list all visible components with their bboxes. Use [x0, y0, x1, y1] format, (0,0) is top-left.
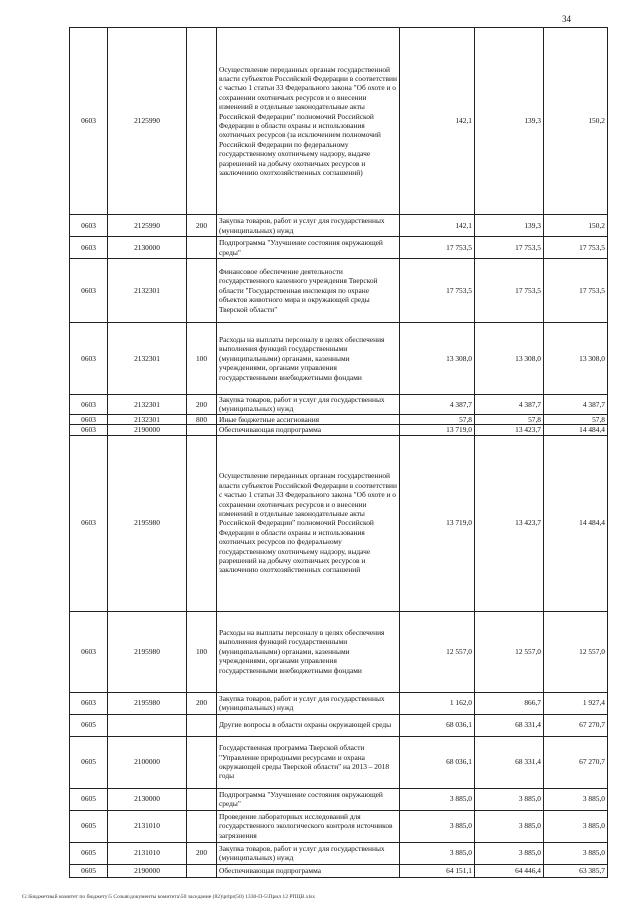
cell-expense-type: 800 [187, 414, 217, 424]
page-number: 34 [562, 14, 571, 24]
cell-name: Осуществление переданных органам государственной власти субъектов Российской Федерации в соответствии с частью 1 статьи 33 Федерального закона "Об охоте и о сохранении охотничьих ресурсов и о внесении изменений в отдельные законодательные акты Российской Федерации" полномочий Российской Федерации в области охраны и использования охотничьих ресурсов по федеральному государственному охотничьему надзору, выдаче разрешений на добычу охотничьих ресурсов и заключению охотхозяйственных соглашений [217, 435, 400, 611]
cell-article: 2100000 [108, 736, 187, 788]
cell-expense-type: 200 [187, 395, 217, 415]
cell-amount-2: 3 885,0 [475, 810, 544, 842]
cell-amount-3: 3 885,0 [544, 788, 608, 810]
cell-amount-3: 14 484,4 [544, 435, 608, 611]
cell-article: 2195980 [108, 692, 187, 714]
table-row [70, 425, 608, 435]
cell-expense-type [187, 714, 217, 736]
cell-name: Обеспечивающая подпрограмма [217, 425, 400, 435]
cell-section: 0605 [70, 842, 108, 864]
table-row [70, 692, 608, 714]
cell-article: 2125990 [108, 215, 187, 237]
cell-name: Расходы на выплаты персоналу в целях обеспечения выполнения функций государственными (муниципальными) органами, казенными учреждениями, органами управления государственными внебюджетными фондами [217, 323, 400, 395]
cell-amount-2: 17 753,5 [475, 259, 544, 323]
cell-expense-type [187, 425, 217, 435]
cell-amount-3: 150,2 [544, 215, 608, 237]
cell-article: 2195980 [108, 611, 187, 692]
cell-article: 2130000 [108, 237, 187, 259]
cell-amount-3: 12 557,0 [544, 611, 608, 692]
cell-expense-type [187, 864, 217, 877]
cell-section: 0603 [70, 692, 108, 714]
cell-section: 0605 [70, 736, 108, 788]
budget-table [69, 27, 608, 878]
cell-amount-1: 68 036,1 [400, 736, 475, 788]
cell-section: 0603 [70, 259, 108, 323]
cell-amount-1: 68 036,1 [400, 714, 475, 736]
table-row [70, 395, 608, 415]
cell-article [108, 714, 187, 736]
cell-expense-type: 200 [187, 215, 217, 237]
cell-amount-1: 13 719,0 [400, 425, 475, 435]
cell-amount-3: 13 308,0 [544, 323, 608, 395]
cell-article: 2130000 [108, 788, 187, 810]
cell-expense-type [187, 237, 217, 259]
cell-name: Финансовое обеспечение деятельности государственного казенного учреждения Тверской области "Государственная инспекция по охране объектов животного мира и окружающей среды Тверской области" [217, 259, 400, 323]
cell-section: 0603 [70, 237, 108, 259]
cell-section: 0605 [70, 714, 108, 736]
cell-amount-1: 3 885,0 [400, 810, 475, 842]
cell-amount-2: 64 446,4 [475, 864, 544, 877]
cell-amount-3: 14 484,4 [544, 425, 608, 435]
cell-amount-1: 3 885,0 [400, 842, 475, 864]
cell-article: 2132301 [108, 395, 187, 415]
cell-amount-2: 139,3 [475, 215, 544, 237]
cell-amount-2: 4 387,7 [475, 395, 544, 415]
cell-amount-1: 4 387,7 [400, 395, 475, 415]
cell-section: 0603 [70, 323, 108, 395]
cell-article: 2132301 [108, 414, 187, 424]
cell-amount-3: 150,2 [544, 28, 608, 215]
cell-amount-2: 57,8 [475, 414, 544, 424]
cell-expense-type: 200 [187, 692, 217, 714]
cell-amount-1: 142,1 [400, 28, 475, 215]
table-row [70, 611, 608, 692]
table-row [70, 237, 608, 259]
cell-amount-2: 13 308,0 [475, 323, 544, 395]
cell-amount-2: 3 885,0 [475, 788, 544, 810]
cell-amount-3: 17 753,5 [544, 259, 608, 323]
cell-amount-2: 13 423,7 [475, 425, 544, 435]
cell-amount-2: 68 331,4 [475, 736, 544, 788]
table-row [70, 736, 608, 788]
cell-amount-1: 12 557,0 [400, 611, 475, 692]
table-row [70, 788, 608, 810]
cell-name: Закупка товаров, работ и услуг для государственных (муниципальных) нужд [217, 215, 400, 237]
cell-amount-1: 64 151,1 [400, 864, 475, 877]
cell-article: 2132301 [108, 259, 187, 323]
cell-expense-type [187, 28, 217, 215]
cell-name: Иные бюджетные ассигнования [217, 414, 400, 424]
cell-expense-type [187, 259, 217, 323]
cell-amount-3: 17 753,5 [544, 237, 608, 259]
table-row [70, 28, 608, 215]
cell-section: 0605 [70, 864, 108, 877]
cell-amount-2: 3 885,0 [475, 842, 544, 864]
cell-section: 0603 [70, 435, 108, 611]
cell-amount-3: 4 387,7 [544, 395, 608, 415]
table-row [70, 810, 608, 842]
cell-article: 2195980 [108, 435, 187, 611]
cell-name: Проведение лабораторных исследований для государственного экологического контроля источников загрязнения [217, 810, 400, 842]
cell-section: 0603 [70, 414, 108, 424]
table-row [70, 842, 608, 864]
cell-section: 0603 [70, 395, 108, 415]
cell-amount-2: 17 753,5 [475, 237, 544, 259]
cell-amount-1: 17 753,5 [400, 237, 475, 259]
cell-amount-3: 67 270,7 [544, 714, 608, 736]
cell-article: 2131010 [108, 842, 187, 864]
cell-article: 2131010 [108, 810, 187, 842]
cell-name: Закупка товаров, работ и услуг для государственных (муниципальных) нужд [217, 692, 400, 714]
cell-expense-type: 100 [187, 611, 217, 692]
table-row [70, 714, 608, 736]
cell-article: 2125990 [108, 28, 187, 215]
cell-name: Другие вопросы в области охраны окружающей среды [217, 714, 400, 736]
cell-section: 0605 [70, 788, 108, 810]
cell-article: 2132301 [108, 323, 187, 395]
budget-table-body [70, 28, 608, 878]
cell-expense-type: 200 [187, 842, 217, 864]
cell-amount-3: 67 270,7 [544, 736, 608, 788]
table-row [70, 215, 608, 237]
cell-amount-3: 1 927,4 [544, 692, 608, 714]
cell-amount-1: 57,8 [400, 414, 475, 424]
cell-name: Осуществление переданных органам государственной власти субъектов Российской Федерации в соответствии с частью 1 статьи 33 Федерального закона "Об охоте и о сохранении охотничьих ресурсов и о внесении изменений в отдельные законодательные акты Российской Федерации" полномочий Российской Федерации в области охраны и использования охотничьих ресурсов (за исключением полномочий Российской Федерации по федеральному государственному охотничьему надзору, выдаче разрешений на добычу охотничьих ресурсов и заключению охотхозяйственных соглашений) [217, 28, 400, 215]
cell-expense-type [187, 788, 217, 810]
cell-article: 2190000 [108, 425, 187, 435]
cell-amount-2: 139,3 [475, 28, 544, 215]
cell-section: 0603 [70, 425, 108, 435]
cell-name: Закупка товаров, работ и услуг для государственных (муниципальных) нужд [217, 842, 400, 864]
cell-section: 0605 [70, 810, 108, 842]
cell-amount-2: 13 423,7 [475, 435, 544, 611]
table-row [70, 259, 608, 323]
table-row [70, 864, 608, 877]
cell-expense-type [187, 736, 217, 788]
cell-expense-type [187, 435, 217, 611]
cell-amount-2: 866,7 [475, 692, 544, 714]
cell-name: Расходы на выплаты персоналу в целях обеспечения выполнения функций государственными (муниципальными) органами, казенными учреждениями, органами управления государственными внебюджетными фондами [217, 611, 400, 692]
cell-expense-type [187, 810, 217, 842]
cell-amount-1: 3 885,0 [400, 788, 475, 810]
cell-section: 0603 [70, 28, 108, 215]
cell-amount-1: 142,1 [400, 215, 475, 237]
cell-name: Подпрограмма "Улучшение состояния окружающей среды" [217, 788, 400, 810]
table-row [70, 414, 608, 424]
cell-amount-2: 68 331,4 [475, 714, 544, 736]
cell-name: Обеспечивающая подпрограмма [217, 864, 400, 877]
cell-name: Государственная программа Тверской области "Управление природными ресурсами и охрана окружающей среды Тверской области" на 2013 – 2018 годы [217, 736, 400, 788]
cell-expense-type: 100 [187, 323, 217, 395]
table-row [70, 323, 608, 395]
cell-article: 2190000 [108, 864, 187, 877]
table-row [70, 435, 608, 611]
cell-amount-3: 3 885,0 [544, 810, 608, 842]
cell-amount-3: 3 885,0 [544, 842, 608, 864]
cell-amount-1: 13 308,0 [400, 323, 475, 395]
cell-amount-1: 1 162,0 [400, 692, 475, 714]
cell-amount-2: 12 557,0 [475, 611, 544, 692]
cell-section: 0603 [70, 215, 108, 237]
cell-name: Закупка товаров, работ и услуг для государственных (муниципальных) нужд [217, 395, 400, 415]
cell-amount-1: 17 753,5 [400, 259, 475, 323]
cell-amount-3: 63 385,7 [544, 864, 608, 877]
cell-amount-3: 57,8 [544, 414, 608, 424]
cell-section: 0603 [70, 611, 108, 692]
file-path-footer: G:\Бюджетный комитет по бюджету\5 Созыв\документы комитета\50 заседание (82)\prlpr(50) 1330-П-5\Прил 12 РПЦВ.xlsx [22, 894, 316, 900]
cell-name: Подпрограмма "Улучшение состояния окружающей среды" [217, 237, 400, 259]
cell-amount-1: 13 719,0 [400, 435, 475, 611]
